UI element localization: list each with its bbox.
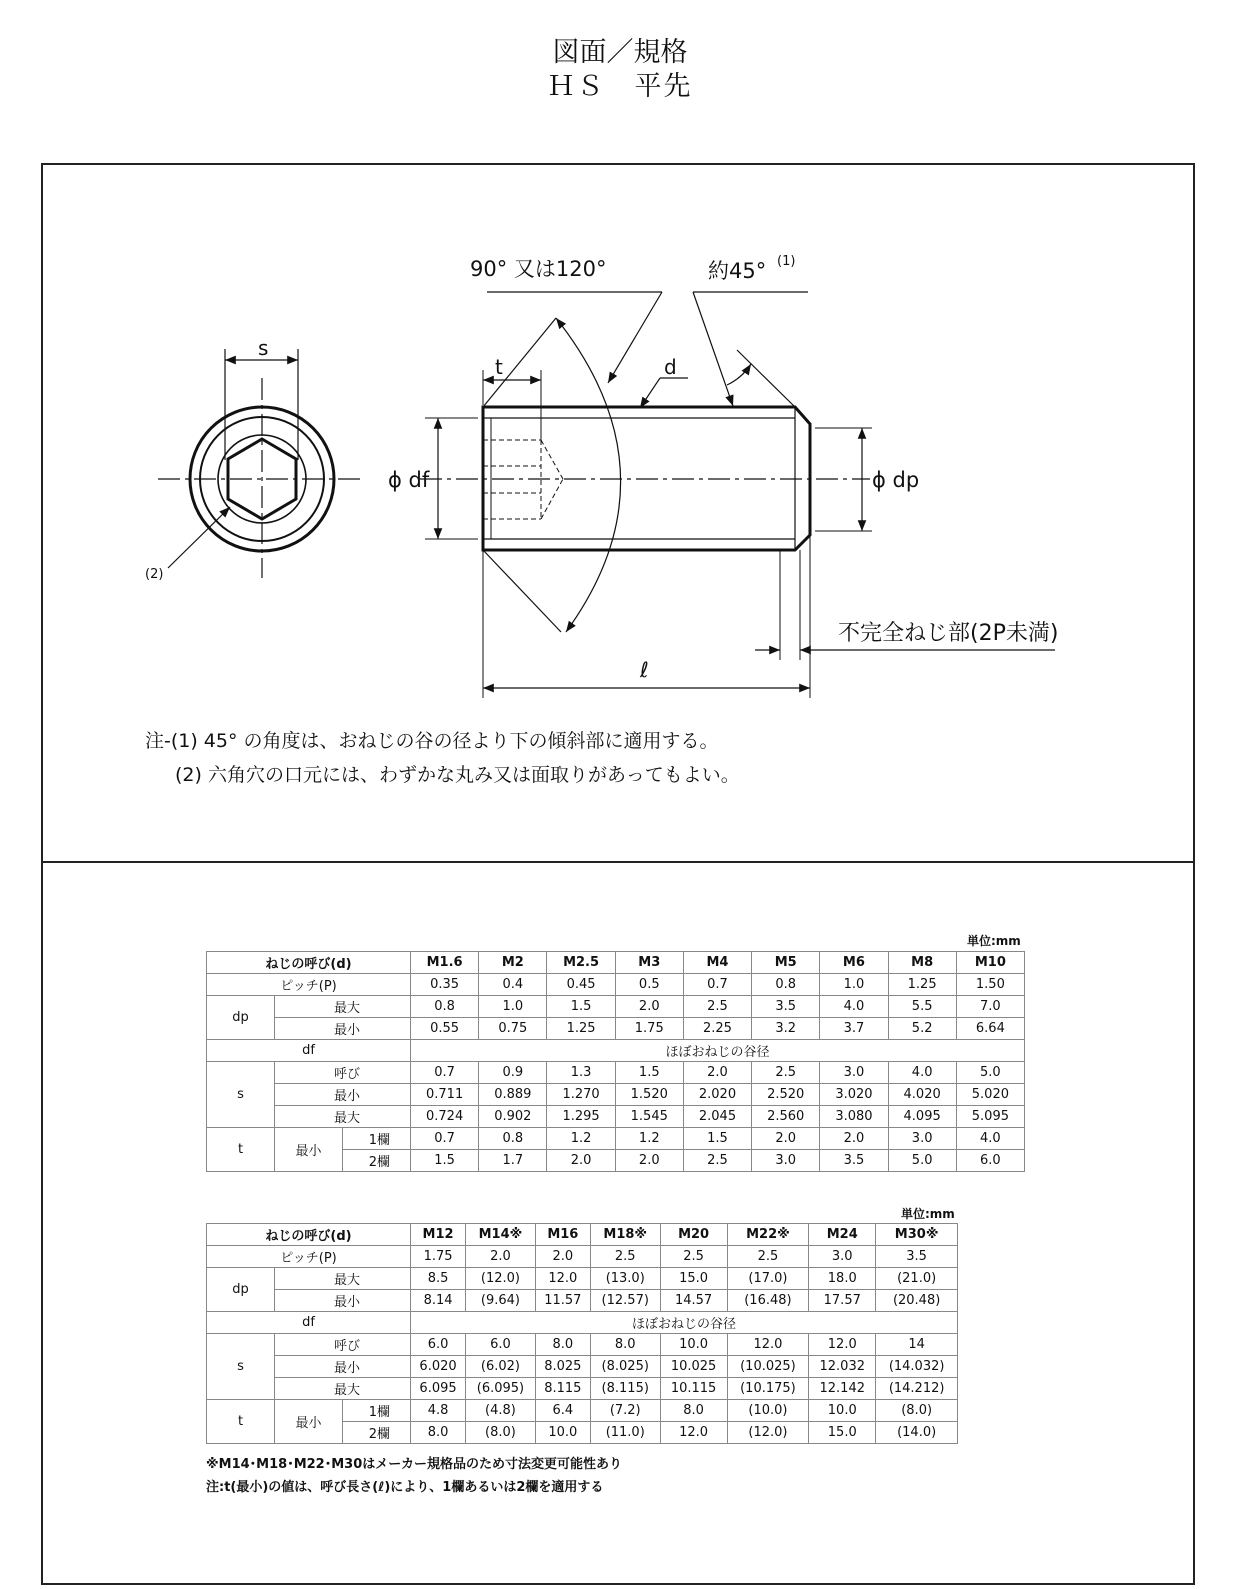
table-cell: dp	[207, 996, 275, 1040]
table-cell: 2.5	[683, 996, 751, 1018]
table-cell: 4.0	[888, 1062, 956, 1084]
table-cell: t	[207, 1128, 275, 1172]
table-cell: ねじの呼び(d)	[207, 952, 411, 974]
table-cell: 呼び	[275, 1334, 411, 1356]
table-cell: 18.0	[809, 1268, 876, 1290]
table-cell: 0.4	[479, 974, 547, 996]
table-cell: M20	[660, 1224, 727, 1246]
table-row	[207, 974, 1025, 996]
d-label: d	[664, 355, 677, 379]
table-cell: (13.0)	[590, 1268, 660, 1290]
spec-table-1	[206, 951, 1025, 1172]
table-cell: 2.520	[752, 1084, 820, 1106]
table-cell: 最大	[275, 1378, 411, 1400]
table-cell: 3.7	[820, 1018, 888, 1040]
table-cell: 8.0	[535, 1334, 590, 1356]
table-cell: 2.5	[727, 1246, 809, 1268]
table-cell: 2欄	[343, 1422, 411, 1444]
table-cell: 6.64	[956, 1018, 1024, 1040]
table-cell: 2.25	[683, 1018, 751, 1040]
table-cell: 0.8	[479, 1128, 547, 1150]
table-cell: 5.0	[888, 1150, 956, 1172]
table-cell: (6.02)	[466, 1356, 536, 1378]
dp-label: ϕ dp	[872, 468, 920, 492]
table-cell: 5.0	[956, 1062, 1024, 1084]
table-cell: (8.0)	[876, 1400, 958, 1422]
table-cell: 2欄	[343, 1150, 411, 1172]
table-cell: 1.2	[547, 1128, 615, 1150]
table-cell: 12.032	[809, 1356, 876, 1378]
table-cell: 0.711	[411, 1084, 479, 1106]
table-cell: 12.0	[535, 1268, 590, 1290]
table-cell: M30※	[876, 1224, 958, 1246]
table-cell: 10.0	[660, 1334, 727, 1356]
table-cell: 10.0	[809, 1400, 876, 1422]
table-cell: 15.0	[809, 1422, 876, 1444]
table-cell: M1.6	[411, 952, 479, 974]
table-cell: 最小	[275, 1400, 343, 1444]
table-cell: (10.0)	[727, 1400, 809, 1422]
table-row	[207, 1378, 958, 1400]
table-cell: 4.8	[411, 1400, 466, 1422]
table-cell: 0.5	[615, 974, 683, 996]
table-cell: 1欄	[343, 1400, 411, 1422]
table-cell: 1.5	[411, 1150, 479, 1172]
table-cell: 5.020	[956, 1084, 1024, 1106]
df-label: ϕ df	[388, 468, 430, 492]
table-cell: 0.8	[411, 996, 479, 1018]
table-cell: (9.64)	[466, 1290, 536, 1312]
table-cell: 0.889	[479, 1084, 547, 1106]
table-cell: (8.0)	[466, 1422, 536, 1444]
table-cell: 最大	[275, 1106, 411, 1128]
note-2: (2) 六角穴の口元には、わずかな丸み又は面取りがあってもよい。	[175, 764, 740, 786]
table-cell: s	[207, 1334, 275, 1400]
table-cell: ピッチ(P)	[207, 1246, 411, 1268]
table-cell: 3.5	[876, 1246, 958, 1268]
table-cell: 2.0	[820, 1128, 888, 1150]
table-cell: 0.9	[479, 1062, 547, 1084]
table-cell: M22※	[727, 1224, 809, 1246]
table-cell: (8.025)	[590, 1356, 660, 1378]
table-row	[207, 1084, 1025, 1106]
table2-unit: 単位:mm	[901, 1207, 955, 1221]
table1-unit: 単位:mm	[967, 934, 1021, 948]
table-cell: 6.4	[535, 1400, 590, 1422]
table-cell: 8.0	[660, 1400, 727, 1422]
table-cell: 1.5	[683, 1128, 751, 1150]
table-cell: 3.5	[752, 996, 820, 1018]
table-row	[207, 1062, 1025, 1084]
s-label: s	[258, 336, 269, 360]
table-cell: 0.724	[411, 1106, 479, 1128]
table-cell: (21.0)	[876, 1268, 958, 1290]
table-cell: dp	[207, 1268, 275, 1312]
table-cell: (14.0)	[876, 1422, 958, 1444]
table-cell: 6.020	[411, 1356, 466, 1378]
table-row	[207, 1356, 958, 1378]
note-1: 注-(1) 45° の角度は、おねじの谷の径より下の傾斜部に適用する。	[145, 730, 719, 752]
table-cell: 0.7	[683, 974, 751, 996]
table-cell: 2.5	[660, 1246, 727, 1268]
table-cell: 最小	[275, 1084, 411, 1106]
length-label: ℓ	[640, 658, 649, 682]
table-cell: 7.0	[956, 996, 1024, 1018]
table-cell: 8.0	[411, 1422, 466, 1444]
table-row	[207, 996, 1025, 1018]
table-cell: 6.095	[411, 1378, 466, 1400]
table-cell: 4.095	[888, 1106, 956, 1128]
incomplete-thread-label: 不完全ねじ部(2P未満)	[838, 621, 1059, 646]
table-cell: 1.5	[547, 996, 615, 1018]
table-cell: (11.0)	[590, 1422, 660, 1444]
table-cell: t	[207, 1400, 275, 1444]
table-row	[207, 1106, 1025, 1128]
table-cell: (14.212)	[876, 1378, 958, 1400]
table-cell: (8.115)	[590, 1378, 660, 1400]
table-cell: M14※	[466, 1224, 536, 1246]
table-cell: 4.0	[820, 996, 888, 1018]
table-cell: (14.032)	[876, 1356, 958, 1378]
table-cell: 0.35	[411, 974, 479, 996]
table-row	[207, 1040, 1025, 1062]
table-cell: M4	[683, 952, 751, 974]
table-cell: 0.7	[411, 1128, 479, 1150]
table-cell: 2.020	[683, 1084, 751, 1106]
table-cell: 2.045	[683, 1106, 751, 1128]
table-row	[207, 1268, 958, 1290]
table-cell: M5	[752, 952, 820, 974]
table-cell: df	[207, 1040, 411, 1062]
table-cell: 12.0	[809, 1334, 876, 1356]
table-cell: 2.0	[615, 1150, 683, 1172]
table-cell: 17.57	[809, 1290, 876, 1312]
table-cell: 6.0	[466, 1334, 536, 1356]
table-cell: 1.545	[615, 1106, 683, 1128]
table-cell: 8.0	[590, 1334, 660, 1356]
table-row	[207, 1224, 958, 1246]
table-cell: 3.080	[820, 1106, 888, 1128]
table-cell: 5.095	[956, 1106, 1024, 1128]
table-cell: 0.7	[411, 1062, 479, 1084]
table-cell: 2.5	[683, 1150, 751, 1172]
end-view	[158, 349, 362, 578]
table-cell: 0.55	[411, 1018, 479, 1040]
table-cell: M18※	[590, 1224, 660, 1246]
table-cell: 4.020	[888, 1084, 956, 1106]
footnote-1: ※M14･M18･M22･M30はメーカー規格品のため寸法変更可能性あり	[206, 1457, 622, 1472]
table-cell: 2.0	[752, 1128, 820, 1150]
table-cell: 最大	[275, 996, 411, 1018]
table-cell: (6.095)	[466, 1378, 536, 1400]
table-cell: 1.2	[615, 1128, 683, 1150]
table-cell: 1.75	[411, 1246, 466, 1268]
chamfer-label: 約45°	[708, 259, 767, 283]
table-cell: 12.142	[809, 1378, 876, 1400]
table-cell: 1欄	[343, 1128, 411, 1150]
table-cell: 10.025	[660, 1356, 727, 1378]
angle-label: 90° 又は120°	[470, 257, 607, 281]
table-cell: 12.0	[660, 1422, 727, 1444]
table-cell: (10.025)	[727, 1356, 809, 1378]
table-cell: M8	[888, 952, 956, 974]
table-cell: 10.115	[660, 1378, 727, 1400]
table-cell: 5.2	[888, 1018, 956, 1040]
table-cell: 1.50	[956, 974, 1024, 996]
table-cell: ほぼおねじの谷径	[411, 1040, 1025, 1062]
table-cell: 0.45	[547, 974, 615, 996]
table-cell: 最小	[275, 1290, 411, 1312]
table-cell: (17.0)	[727, 1268, 809, 1290]
table-row	[207, 1128, 1025, 1150]
table-cell: 5.5	[888, 996, 956, 1018]
table-cell: 1.270	[547, 1084, 615, 1106]
table-cell: 3.020	[820, 1084, 888, 1106]
table-row	[207, 1018, 1025, 1040]
table-cell: 14	[876, 1334, 958, 1356]
table-cell: 最大	[275, 1268, 411, 1290]
table-cell: df	[207, 1312, 411, 1334]
table-cell: 15.0	[660, 1268, 727, 1290]
table-cell: 1.3	[547, 1062, 615, 1084]
table-cell: 1.25	[888, 974, 956, 996]
table-cell: 12.0	[727, 1334, 809, 1356]
table-cell: 2.0	[683, 1062, 751, 1084]
table-cell: (4.8)	[466, 1400, 536, 1422]
table-cell: 2.560	[752, 1106, 820, 1128]
table-row	[207, 952, 1025, 974]
table-cell: 3.0	[888, 1128, 956, 1150]
page-subtitle: ＨＳ 平先	[547, 71, 693, 102]
table-row	[207, 1334, 958, 1356]
table-cell: M10	[956, 952, 1024, 974]
page-title: 図面／規格	[552, 37, 688, 68]
table-cell: (10.175)	[727, 1378, 809, 1400]
table-cell: 3.0	[809, 1246, 876, 1268]
table-cell: (7.2)	[590, 1400, 660, 1422]
table-cell: 6.0	[956, 1150, 1024, 1172]
table-cell: 最小	[275, 1128, 343, 1172]
table-cell: 呼び	[275, 1062, 411, 1084]
table-row	[207, 1400, 958, 1422]
table-cell: 2.0	[547, 1150, 615, 1172]
table-cell: M24	[809, 1224, 876, 1246]
chamfer-ref-label: (1)	[777, 254, 796, 269]
table-cell: 2.0	[615, 996, 683, 1018]
table-cell: 8.14	[411, 1290, 466, 1312]
table-cell: (16.48)	[727, 1290, 809, 1312]
table-cell: 0.75	[479, 1018, 547, 1040]
ref2-label: (2)	[145, 567, 164, 582]
table-cell: (12.0)	[466, 1268, 536, 1290]
table-cell: M2	[479, 952, 547, 974]
table-cell: 6.0	[411, 1334, 466, 1356]
table-cell: 8.5	[411, 1268, 466, 1290]
table-cell: 1.5	[615, 1062, 683, 1084]
table-row	[207, 1312, 958, 1334]
table-cell: M16	[535, 1224, 590, 1246]
t-label: t	[495, 355, 503, 379]
table-cell: 3.5	[820, 1150, 888, 1172]
table-cell: 1.0	[479, 996, 547, 1018]
table-cell: (12.57)	[590, 1290, 660, 1312]
table-cell: 2.0	[466, 1246, 536, 1268]
table-cell: 14.57	[660, 1290, 727, 1312]
table-cell: (12.0)	[727, 1422, 809, 1444]
table-cell: 2.5	[752, 1062, 820, 1084]
table-cell: 3.2	[752, 1018, 820, 1040]
table-cell: 1.7	[479, 1150, 547, 1172]
spec-table-2	[206, 1223, 958, 1444]
table-cell: M3	[615, 952, 683, 974]
table-cell: 8.025	[535, 1356, 590, 1378]
footnote-2: 注:t(最小)の値は、呼び長さ(ℓ)により、1欄あるいは2欄を適用する	[206, 1480, 604, 1495]
table-cell: 1.75	[615, 1018, 683, 1040]
table-cell: 4.0	[956, 1128, 1024, 1150]
table-row	[207, 1290, 958, 1312]
table-cell: ねじの呼び(d)	[207, 1224, 411, 1246]
table-cell: 10.0	[535, 1422, 590, 1444]
table-cell: 11.57	[535, 1290, 590, 1312]
table-cell: s	[207, 1062, 275, 1128]
table-cell: 最小	[275, 1356, 411, 1378]
table-cell: 0.902	[479, 1106, 547, 1128]
table-cell: 3.0	[820, 1062, 888, 1084]
table-cell: 1.25	[547, 1018, 615, 1040]
table-cell: 0.8	[752, 974, 820, 996]
table-cell: M6	[820, 952, 888, 974]
table-row	[207, 1246, 958, 1268]
table-cell: 1.0	[820, 974, 888, 996]
table-cell: ほぼおねじの谷径	[411, 1312, 958, 1334]
table-cell: M2.5	[547, 952, 615, 974]
table-cell: ピッチ(P)	[207, 974, 411, 996]
table-cell: 8.115	[535, 1378, 590, 1400]
table-cell: M12	[411, 1224, 466, 1246]
table-cell: 2.0	[535, 1246, 590, 1268]
table-cell: 1.295	[547, 1106, 615, 1128]
table-cell: 1.520	[615, 1084, 683, 1106]
table-cell: 3.0	[752, 1150, 820, 1172]
table-cell: 最小	[275, 1018, 411, 1040]
table-cell: (20.48)	[876, 1290, 958, 1312]
table-cell: 2.5	[590, 1246, 660, 1268]
